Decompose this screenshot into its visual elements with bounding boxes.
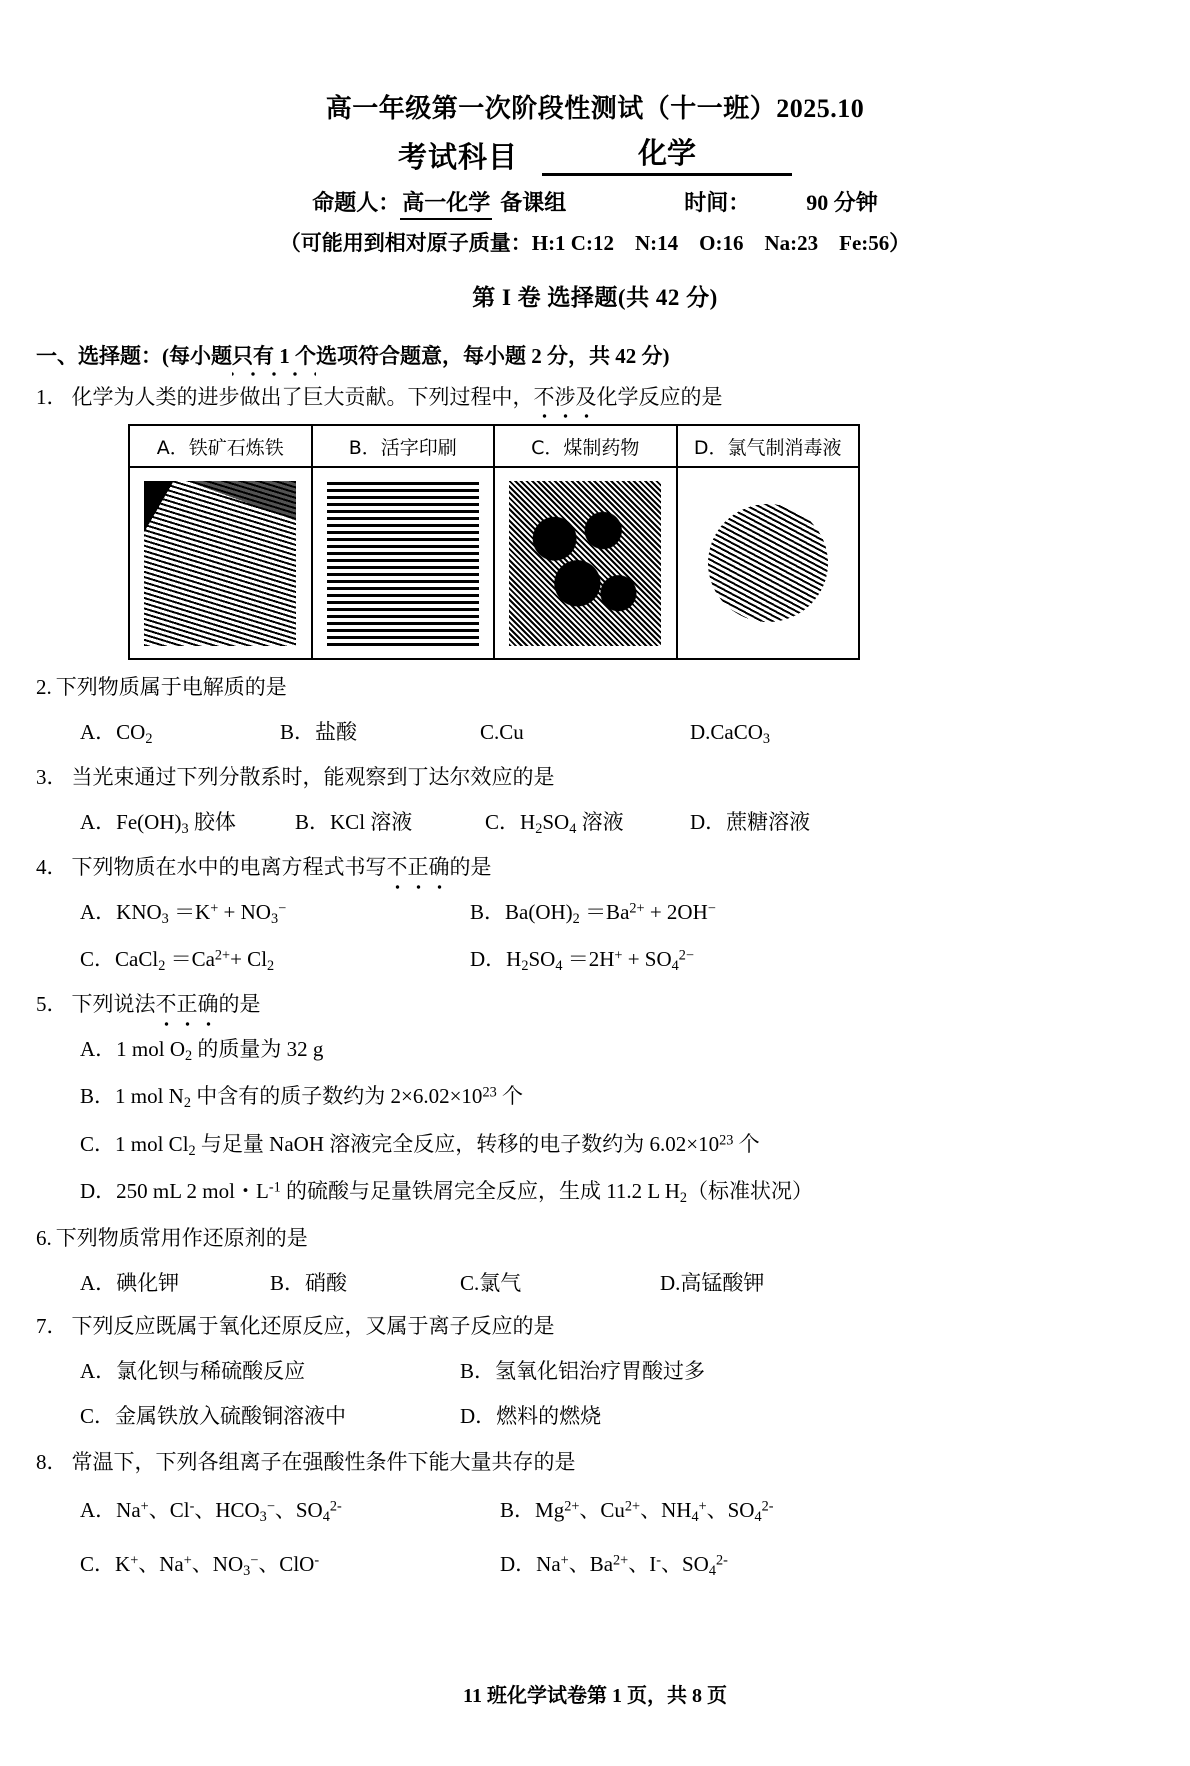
option-label: C． xyxy=(485,809,521,834)
option-label: D． xyxy=(690,809,727,834)
time-value: 90 分钟 xyxy=(806,190,878,215)
question-2-options xyxy=(80,717,1190,750)
question-8-number: 8． xyxy=(36,1449,68,1474)
option-text: $Fe(OH)_3$ 胶体 xyxy=(116,809,236,837)
question-7-options-row-2 xyxy=(80,1401,1190,1433)
question-4-option-a[interactable] xyxy=(80,897,470,930)
option-text: KCl 溶液 xyxy=(330,809,413,834)
option-header-c: C．煤制药物 xyxy=(494,425,677,467)
question-2-stem-text: 下列物质属于电解质的是 xyxy=(55,675,287,700)
question-3-option-c[interactable] xyxy=(485,807,690,840)
option-text: 250 mL 2 mol・$L^{-1}$ 的硫酸与足量铁屑完全反应，生成 11.2 L $H_2$（标准状况） xyxy=(116,1179,814,1207)
exam-page xyxy=(0,88,1190,1766)
coal-to-medicine-photo xyxy=(509,481,661,646)
question-8-option-b[interactable] xyxy=(500,1495,774,1528)
question-7-option-d[interactable] xyxy=(460,1401,601,1433)
question-2-option-c[interactable] xyxy=(480,717,690,750)
question-2-number: 2. xyxy=(36,675,52,700)
question-2-option-d[interactable] xyxy=(690,717,770,750)
subject-value: 化学 xyxy=(542,131,792,176)
option-label: B． xyxy=(460,1358,496,1383)
option-text: $Mg^{2+}$、$Cu^{2+}$、$NH_4^+$、$SO_4^{2-}$ xyxy=(535,1498,774,1526)
option-label: C． xyxy=(80,946,116,971)
question-1-stem xyxy=(36,382,1190,412)
option-label: B． xyxy=(280,719,316,744)
question-6-stem xyxy=(36,1223,1190,1253)
question-4-stem-post: 的是 xyxy=(449,855,492,880)
question-5-stem-emphasis: 不正确 xyxy=(156,989,219,1019)
question-1-number: 1． xyxy=(36,385,68,409)
option-text: 1 mol $O_2$ 的质量为 32 g xyxy=(116,1036,324,1064)
option-text: $Ba(OH)_2 =Ba^{2+} + 2OH^-$ xyxy=(505,899,716,927)
question-4-number: 4． xyxy=(36,855,68,880)
table-header-row xyxy=(129,425,859,467)
option-label: D． xyxy=(80,1179,117,1204)
chlorine-disinfectant-photo xyxy=(692,481,844,646)
question-8-options-row-1 xyxy=(80,1495,1190,1528)
question-7-options-row-1 xyxy=(80,1356,1190,1388)
option-text: K+、Na+、$NO_3^-$、ClO- xyxy=(115,1551,320,1579)
question-3-option-b[interactable] xyxy=(295,807,485,840)
author-group: 备课组 xyxy=(500,190,567,215)
table-image-row xyxy=(129,467,859,659)
disinfectant-bottle-shape xyxy=(708,504,828,622)
option-cell-c xyxy=(494,467,677,659)
question-2-stem xyxy=(36,672,1190,702)
option-label: B． xyxy=(295,809,331,834)
option-label: C． xyxy=(80,1551,116,1576)
option-text: 金属铁放入硫酸铜溶液中 xyxy=(115,1404,347,1429)
option-label: D. xyxy=(660,1270,681,1295)
question-4-stem-emphasis: 不正确 xyxy=(387,852,450,882)
option-text: $H_2SO_4$ 溶液 xyxy=(520,809,624,837)
option-text: 1 mol $Cl_2$ 与足量 NaOH 溶液完全反应，转移的电子数约为 $6.02\times 10^{23}$ 个 xyxy=(115,1131,760,1159)
question-3-option-d[interactable] xyxy=(690,807,810,840)
question-6-option-b[interactable] xyxy=(270,1268,460,1300)
option-text: $KNO_3 =K^+ + NO_3^-$ xyxy=(116,899,287,927)
question-5-option-d[interactable] xyxy=(80,1176,813,1209)
option-label: A． xyxy=(80,899,117,924)
option-cell-d xyxy=(677,467,860,659)
question-6-options xyxy=(80,1268,1190,1300)
option-text: $CO_2$ xyxy=(116,719,153,747)
option-label: D. xyxy=(690,719,711,744)
section-heading-paren: (每小题 xyxy=(162,344,232,368)
option-text: 蔗糖溶液 xyxy=(726,809,811,834)
question-4-option-d[interactable] xyxy=(470,944,694,977)
question-5-option-b[interactable] xyxy=(80,1081,523,1114)
question-1-stem-pre: 化学为人类的进步做出了巨大贡献。下列过程中， xyxy=(71,385,534,409)
question-5-stem-pre: 下列说法 xyxy=(71,992,156,1017)
meta-row xyxy=(0,186,1190,220)
option-label: B． xyxy=(270,1270,306,1295)
question-5-stem-post: 的是 xyxy=(218,992,261,1017)
option-label: B． xyxy=(80,1084,116,1109)
option-label: A． xyxy=(80,1270,117,1295)
question-5-option-b-row xyxy=(80,1081,1190,1114)
question-4-option-b[interactable] xyxy=(470,897,716,930)
question-5-number: 5． xyxy=(36,992,68,1017)
question-4-stem xyxy=(36,852,1190,882)
question-6-stem-text: 下列物质常用作还原剂的是 xyxy=(55,1226,308,1251)
subject-label: 考试科目 xyxy=(397,140,518,174)
option-cell-b xyxy=(312,467,495,659)
question-2-option-a[interactable] xyxy=(80,717,280,750)
author-label: 命题人： xyxy=(312,190,401,215)
question-4-stem-pre: 下列物质在水中的电离方程式书写 xyxy=(71,855,387,880)
question-8-option-a[interactable] xyxy=(80,1495,500,1528)
question-3-number: 3． xyxy=(36,765,68,790)
question-6-option-d[interactable] xyxy=(660,1268,764,1300)
question-8-stem xyxy=(36,1447,1190,1477)
option-text: 1 mol $N_2$ 中含有的质子数约为 $2\times 6.02\times 10^{23}$ 个 xyxy=(115,1084,523,1112)
option-label: B． xyxy=(500,1498,536,1523)
option-label: A． xyxy=(80,1498,117,1523)
question-4-option-c[interactable] xyxy=(80,944,470,977)
question-7-option-b[interactable] xyxy=(460,1356,705,1388)
question-7-stem-text: 下列反应既属于氧化还原反应，又属于离子反应的是 xyxy=(71,1314,555,1339)
option-cell-a xyxy=(129,467,312,659)
question-3-stem-text: 当光束通过下列分散系时，能观察到丁达尔效应的是 xyxy=(71,765,555,790)
question-5-stem xyxy=(36,989,1190,1019)
option-text: Cu xyxy=(499,719,524,744)
section-heading-rest: 选项符合题意，每小题 2 分，共 42 分) xyxy=(316,344,670,368)
option-label: C. xyxy=(480,719,500,744)
question-5-option-a-row xyxy=(80,1034,1190,1067)
option-header-d: D．氯气制消毒液 xyxy=(677,425,860,467)
question-7-stem xyxy=(36,1311,1190,1341)
question-5-option-a[interactable] xyxy=(80,1034,323,1067)
atomic-mass-note: （可能用到相对原子质量：H:1 C:12 N:14 O:16 Na:23 Fe:56） xyxy=(279,231,911,255)
option-text: CaCO$_3$ xyxy=(710,719,771,747)
subject-row xyxy=(0,131,1190,176)
option-text: 燃料的燃烧 xyxy=(496,1404,602,1429)
option-label: D． xyxy=(500,1551,537,1576)
question-4-options-row-1 xyxy=(80,897,1190,930)
part-one-title: 第 I 卷 选择题(共 42 分) xyxy=(472,285,718,310)
question-8-option-c[interactable] xyxy=(80,1549,500,1582)
question-1-stem-post: 化学反应的是 xyxy=(596,385,723,409)
author-block xyxy=(312,186,566,220)
question-2-option-b[interactable] xyxy=(280,717,480,750)
option-label: A． xyxy=(80,1358,117,1383)
question-5-option-d-row xyxy=(80,1176,1190,1209)
option-label: D． xyxy=(470,946,507,971)
option-text: 盐酸 xyxy=(315,719,358,744)
option-text: 氢氧化铝治疗胃酸过多 xyxy=(495,1358,706,1383)
question-1-option-table xyxy=(128,424,860,660)
question-3-option-a[interactable] xyxy=(80,807,295,840)
question-6-option-a[interactable] xyxy=(80,1268,270,1300)
option-label: C． xyxy=(80,1404,116,1429)
option-label: A． xyxy=(80,719,117,744)
time-block xyxy=(684,186,878,217)
time-label: 时间： xyxy=(684,190,751,215)
question-7-number: 7． xyxy=(36,1314,68,1339)
option-header-b: B．活字印刷 xyxy=(312,425,495,467)
movable-type-printing-photo xyxy=(327,481,479,646)
question-4-options-row-2 xyxy=(80,944,1190,977)
question-7-option-a[interactable] xyxy=(80,1356,460,1388)
option-text: 氯气 xyxy=(479,1270,522,1295)
option-text: 硝酸 xyxy=(305,1270,348,1295)
question-6-number: 6. xyxy=(36,1226,52,1251)
author-value: 高一化学 xyxy=(400,186,492,220)
page-footer: 11 班化学试卷第 1 页，共 8 页 xyxy=(463,1685,727,1707)
option-label: A． xyxy=(80,809,117,834)
question-8-option-d[interactable] xyxy=(500,1549,728,1582)
page-title: 高一年级第一次阶段性测试（十一班）2025.10 xyxy=(325,94,865,123)
option-label: C． xyxy=(80,1131,116,1156)
option-label: D． xyxy=(460,1404,497,1429)
option-text: 碘化钾 xyxy=(116,1270,180,1295)
option-text: CaCl$_2$ $=Ca^{2+}+ Cl_2$ xyxy=(115,946,275,974)
option-label: B． xyxy=(470,899,506,924)
section-heading xyxy=(36,340,1190,370)
option-text: 氯化钡与稀硫酸反应 xyxy=(116,1358,306,1383)
question-3-stem xyxy=(36,762,1190,792)
question-7-option-c[interactable] xyxy=(80,1401,460,1433)
question-1-stem-emphasis: 不涉及 xyxy=(534,382,597,412)
iron-smelting-photo xyxy=(144,481,296,646)
option-label: C. xyxy=(460,1270,480,1295)
option-text: 高锰酸钾 xyxy=(680,1270,765,1295)
question-8-options-row-2 xyxy=(80,1549,1190,1582)
question-3-options xyxy=(80,807,1190,840)
section-heading-emphasis: 只有 1 个 xyxy=(232,340,316,370)
option-text: $H_2SO_4 =2H^+ + SO_4^{2-}$ xyxy=(506,946,694,974)
section-heading-prefix: 一、选择题： xyxy=(36,344,162,368)
question-5-option-c-row xyxy=(80,1129,1190,1162)
option-header-a: A．铁矿石炼铁 xyxy=(129,425,312,467)
question-6-option-c[interactable] xyxy=(460,1268,660,1300)
question-8-stem-text: 常温下，下列各组离子在强酸性条件下能大量共存的是 xyxy=(71,1449,576,1474)
option-text: Na+、$Ba^{2+}$、I-、$SO_4^{2-}$ xyxy=(536,1551,728,1579)
option-label: A． xyxy=(80,1036,117,1061)
question-5-option-c[interactable] xyxy=(80,1129,760,1162)
option-text: Na+、Cl-、$HCO_3^-$、$SO_4^{2-}$ xyxy=(116,1498,342,1526)
